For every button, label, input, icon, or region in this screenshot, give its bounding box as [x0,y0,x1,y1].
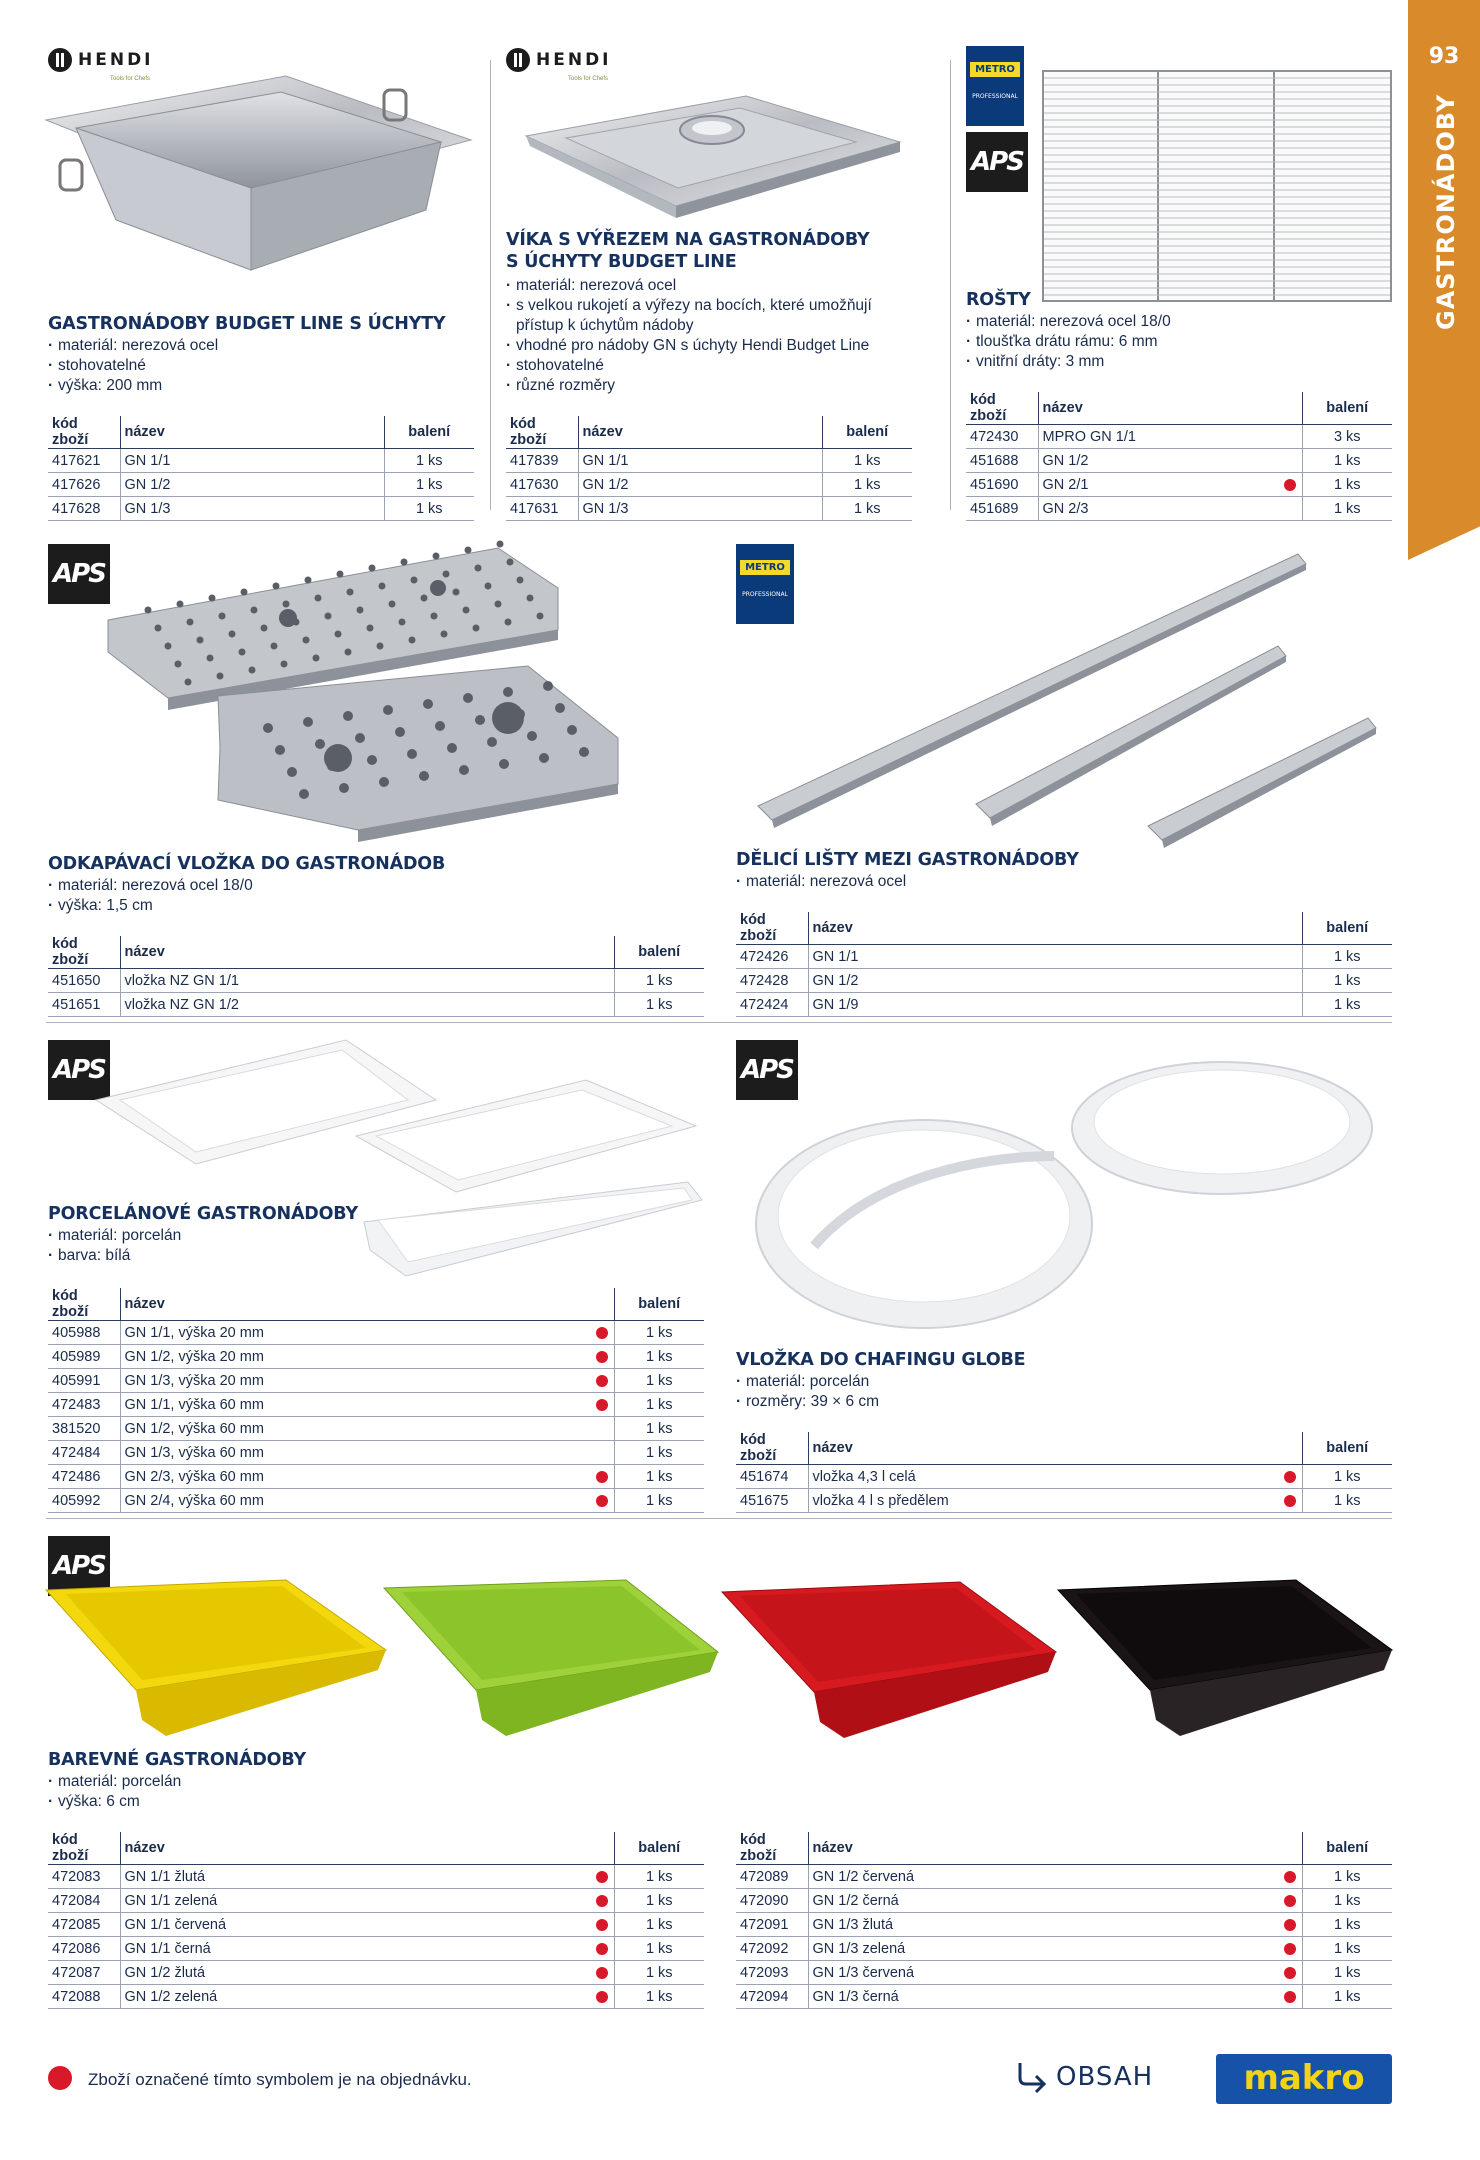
product-code: 472094 [736,1985,808,2009]
header-name: název [120,416,384,449]
product-name: GN 1/1, výška 60 mm [124,1396,264,1413]
product-table [48,1832,704,2009]
product-code: 405992 [48,1489,120,1513]
product-code: 472083 [48,1865,120,1889]
order-dot-icon [1284,1471,1296,1483]
product-code: 472086 [48,1937,120,1961]
product-name: GN 1/2 zelená [124,1988,218,2005]
header-pack: balení [1302,1432,1392,1465]
product-pack: 1 ks [614,1465,704,1489]
table-row: 417630 GN 1/2 1 ks [506,473,912,497]
product-name: GN 1/3 žlutá [812,1916,894,1933]
table-row: 472424 GN 1/9 1 ks [736,993,1392,1017]
product-code: 472084 [48,1889,120,1913]
table-row: 417839 GN 1/1 1 ks [506,449,912,473]
table-row [48,1489,704,1513]
product-name: GN 1/3 zelená [812,1940,906,1957]
feature-item: · materiál: nerezová ocel [48,336,218,356]
header-name: název [120,1832,614,1865]
product-table [736,1432,1392,1513]
aps-logo: APS [48,544,110,604]
product-name: GN 1/3 červená [812,1964,915,1981]
red-pan [722,1582,1056,1738]
section-title: DĚLICÍ LIŠTY MEZI GASTRONÁDOBY [736,850,1079,870]
product-name-cell [120,1321,614,1345]
table-row [736,1937,1392,1961]
feature-list [48,336,218,396]
feature-item: · vhodné pro nádoby GN s úchyty Hendi Budget Line [506,336,906,356]
product-name: GN 1/1 zelená [124,1892,218,1909]
toc-link-label: OBSAH [1056,2062,1154,2092]
table-row: 417626 GN 1/2 1 ks [48,473,474,497]
product-pack: 1 ks [614,1985,704,2009]
feature-item: · materiál: nerezová ocel 18/0 [48,876,253,896]
budget-pan-image [46,70,476,290]
makro-logo: makro [1216,2054,1392,2104]
product-pack: 1 ks [614,1937,704,1961]
table-row: 451689 GN 2/3 1 ks [966,497,1392,521]
table-row: 417628 GN 1/3 1 ks [48,497,474,521]
order-dot-icon [596,1895,608,1907]
aps-logo: APS [966,132,1028,192]
product-pack: 1 ks [614,1889,704,1913]
product-name-cell [120,1441,614,1465]
feature-item: · vnitřní dráty: 3 mm [966,352,1171,372]
feature-item: · tloušťka drátu rámu: 6 mm [966,332,1171,352]
feature-item: · materiál: porcelán [736,1372,879,1392]
product-code: 472090 [736,1889,808,1913]
table-row [48,1441,704,1465]
product-name: GN 1/2 černá [812,1892,899,1909]
order-dot-icon [596,1375,608,1387]
header-name: název [120,1288,614,1321]
feature-item: · materiál: porcelán [48,1226,181,1246]
page-number: 93 [1428,44,1460,69]
feature-item: · stohovatelné [48,356,218,376]
product-name-cell [120,1465,614,1489]
table-row [48,1985,704,2009]
product-name-cell [120,1369,614,1393]
product-pack: 1 ks [614,1345,704,1369]
table-row [736,1961,1392,1985]
product-pack: 1 ks [1302,1985,1392,2009]
header-pack: balení [1302,912,1392,945]
product-name: GN 1/1 žlutá [124,1868,206,1885]
porcelain-pans-image [96,1040,706,1290]
order-dot-icon [1284,1991,1296,2003]
feature-item: · výška: 200 mm [48,376,218,396]
product-name: GN 1/2 červená [812,1868,915,1885]
header-code: kód zboží [48,936,120,969]
hendi-logo: HENDI [506,48,612,72]
header-pack: balení [384,416,474,449]
order-dot-icon [596,1327,608,1339]
header-code: kód zboží [736,1432,808,1465]
product-name-cell [808,1865,1302,1889]
product-pack: 1 ks [1302,1889,1392,1913]
product-code: 381520 [48,1417,120,1441]
product-table [48,936,704,1017]
table-row: 417631 GN 1/3 1 ks [506,497,912,521]
product-table [736,912,1392,1017]
header-code: kód zboží [48,1288,120,1321]
aps-logo: APS [48,1536,110,1596]
feature-list [48,876,253,916]
product-pack: 1 ks [1302,1913,1392,1937]
product-name-cell [120,1345,614,1369]
row-divider [46,1022,1392,1023]
product-name-cell [808,1889,1302,1913]
row-divider [46,1518,1392,1519]
colored-pans-image [46,1540,1396,1750]
aps-logo: APS [736,1040,798,1100]
product-name-cell [808,1937,1302,1961]
chapter-title: GASTRONÁDOBY [1432,93,1460,330]
header-code: kód zboží [48,1832,120,1865]
column-divider [950,60,951,510]
section-title: BAREVNÉ GASTRONÁDOBY [48,1750,306,1770]
arrow-return-icon [1016,2060,1050,2094]
product-pack: 1 ks [1302,1937,1392,1961]
table-row: 417621 GN 1/1 1 ks [48,449,474,473]
product-pack: 1 ks [614,1369,704,1393]
order-dot-icon [596,1471,608,1483]
header-pack: balení [822,416,912,449]
footer-note: Zboží označené tímto symbolem je na objednávku. [88,2070,472,2089]
product-name-cell [120,1417,614,1441]
aps-logo: APS [48,1040,110,1100]
product-name: GN 1/3, výška 60 mm [124,1444,264,1461]
header-name: název [808,1432,1302,1465]
product-code: 472087 [48,1961,120,1985]
product-pack: 1 ks [614,1961,704,1985]
header-name: název [808,912,1302,945]
toc-link[interactable] [1016,2060,1153,2094]
divider-bars-image [758,550,1378,850]
feature-item: · rozměry: 39 × 6 cm [736,1392,879,1412]
product-name-cell [808,1913,1302,1937]
metro-professional-logo: METRO PROFESSIONAL [736,544,794,624]
product-code: 472486 [48,1465,120,1489]
product-name: GN 1/3, výška 20 mm [124,1372,264,1389]
table-row: 472426 GN 1/1 1 ks [736,945,1392,969]
order-dot-icon [596,1399,608,1411]
feature-item: · materiál: porcelán [48,1772,181,1792]
table-row: 451688 GN 1/2 1 ks [966,449,1392,473]
product-name-cell [120,1889,614,1913]
header-pack: balení [614,1288,704,1321]
table-row [48,1345,704,1369]
table-row [736,1913,1392,1937]
product-name-cell [120,1865,614,1889]
chafing-insert-image [754,1056,1374,1346]
hendi-icon [506,48,530,72]
feature-item: · stohovatelné [506,356,906,376]
table-row [736,1889,1392,1913]
header-name: název [1038,392,1302,425]
product-code: 405988 [48,1321,120,1345]
table-row [48,1889,704,1913]
table-row [48,1913,704,1937]
feature-item: · výška: 6 cm [48,1792,181,1812]
table-row [48,1369,704,1393]
product-code: 472483 [48,1393,120,1417]
table-row [48,1937,704,1961]
header-pack: balení [1302,392,1392,425]
section-title: VLOŽKA DO CHAFINGU GLOBE [736,1350,1026,1370]
section-title-line-2: S ÚCHYTY BUDGET LINE [506,252,737,272]
order-dot-icon [1284,1871,1296,1883]
table-row: 451650 vložka NZ GN 1/1 1 ks [48,969,704,993]
order-dot-icon [596,1919,608,1931]
order-dot-icon [596,1991,608,2003]
order-dot-icon [596,1351,608,1363]
product-code: 472089 [736,1865,808,1889]
product-pack: 1 ks [614,1913,704,1937]
table-row [48,1865,704,1889]
product-table [48,1288,704,1513]
feature-list [736,872,906,892]
table-row [736,1865,1392,1889]
section-title: GASTRONÁDOBY BUDGET LINE S ÚCHYTY [48,314,446,334]
product-code: 405991 [48,1369,120,1393]
product-pack: 1 ks [1302,1961,1392,1985]
product-code: 472088 [48,1985,120,2009]
order-dot-icon [1284,479,1296,491]
product-table [736,1832,1392,2009]
hendi-logo: HENDI [48,48,154,72]
table-row: 451690 GN 2/1 1 ks [966,473,1392,497]
product-name-cell [120,1489,614,1513]
product-name-cell [120,1985,614,2009]
product-name: GN 1/1 červená [124,1916,227,1933]
product-name-cell [120,1913,614,1937]
table-row [48,1321,704,1345]
table-row [48,1961,704,1985]
feature-item: · barva: bílá [48,1246,181,1266]
product-table [506,416,912,521]
product-table [48,416,474,521]
product-name: GN 1/2, výška 60 mm [124,1420,264,1437]
black-pan [1058,1580,1392,1736]
header-pack: balení [614,1832,704,1865]
header-code: kód zboží [966,392,1038,425]
product-code: 405989 [48,1345,120,1369]
feature-item: · materiál: nerezová ocel [736,872,906,892]
feature-list [48,1226,181,1266]
header-code: kód zboží [736,1832,808,1865]
product-name-cell [120,1937,614,1961]
table-row: 451675 vložka 4 l s předělem 1 ks [736,1489,1392,1513]
product-code: 472085 [48,1913,120,1937]
hendi-tagline: Tools for Chefs [110,76,151,82]
product-pack: 1 ks [614,1865,704,1889]
order-dot-icon [1284,1895,1296,1907]
product-name-cell [808,1985,1302,2009]
table-row [736,1985,1392,2009]
order-dot-icon [596,1871,608,1883]
yellow-pan [46,1580,386,1736]
feature-list [48,1772,181,1812]
table-row: 472430 MPRO GN 1/1 3 ks [966,425,1392,449]
table-row: 451674 vložka 4,3 l celá 1 ks [736,1465,1392,1489]
metro-professional-logo: METRO PROFESSIONAL [966,46,1024,126]
product-table [966,392,1392,521]
section-title: ODKAPÁVACÍ VLOŽKA DO GASTRONÁDOB [48,854,446,874]
product-pack: 1 ks [614,1417,704,1441]
drain-insert-image [108,548,638,838]
green-pan [384,1580,718,1736]
product-pack: 1 ks [614,1489,704,1513]
product-name: GN 2/3, výška 60 mm [124,1468,264,1485]
product-pack: 1 ks [614,1321,704,1345]
section-title-line-1: VÍKA S VÝŘEZEM NA GASTRONÁDOBY [506,230,870,250]
order-dot-icon [48,2066,72,2090]
product-pack: 1 ks [614,1441,704,1465]
table-row: 451651 vložka NZ GN 1/2 1 ks [48,993,704,1017]
product-name: GN 1/2, výška 20 mm [124,1348,264,1365]
header-code: kód zboží [48,416,120,449]
header-code: kód zboží [506,416,578,449]
feature-list [506,276,906,396]
product-code: 472484 [48,1441,120,1465]
header-name: název [120,936,614,969]
product-name: GN 1/2 žlutá [124,1964,206,1981]
column-divider [490,60,491,510]
order-dot-icon [1284,1919,1296,1931]
product-pack: 1 ks [614,1393,704,1417]
product-code: 472091 [736,1913,808,1937]
table-row [48,1393,704,1417]
product-pack: 1 ks [1302,1865,1392,1889]
product-name: GN 2/4, výška 60 mm [124,1492,264,1509]
section-title: PORCELÁNOVÉ GASTRONÁDOBY [48,1204,358,1224]
section-title: ROŠTY [966,290,1031,310]
table-row [48,1417,704,1441]
product-code: 472093 [736,1961,808,1985]
product-name: GN 1/1, výška 20 mm [124,1324,264,1341]
product-name: GN 1/1 černá [124,1940,211,1957]
header-name: název [808,1832,1302,1865]
product-name-cell [120,1393,614,1417]
header-pack: balení [614,936,704,969]
order-dot-icon [1284,1495,1296,1507]
feature-list [966,312,1171,372]
grate-image [1042,70,1392,302]
header-name: název [578,416,822,449]
feature-item: · výška: 1,5 cm [48,896,253,916]
feature-item: · s velkou rukojetí a výřezy na bocích, které umožňují přístup k úchytům nádoby [506,296,906,336]
order-dot-icon [1284,1967,1296,1979]
table-row [48,1465,704,1489]
feature-list [736,1372,879,1412]
header-pack: balení [1302,1832,1392,1865]
product-code: 472092 [736,1937,808,1961]
order-dot-icon [596,1967,608,1979]
order-dot-icon [596,1943,608,1955]
feature-item: · různé rozměry [506,376,906,396]
table-row: 472428 GN 1/2 1 ks [736,969,1392,993]
feature-item: · materiál: nerezová ocel 18/0 [966,312,1171,332]
hendi-tagline: Tools for Chefs [568,76,609,82]
lid-image [526,96,906,220]
order-dot-icon [1284,1943,1296,1955]
header-code: kód zboží [736,912,808,945]
product-name-cell [120,1961,614,1985]
product-name-cell [808,1961,1302,1985]
product-name: GN 1/3 černá [812,1988,899,2005]
feature-item: · materiál: nerezová ocel [506,276,906,296]
order-dot-icon [596,1495,608,1507]
hendi-icon [48,48,72,72]
